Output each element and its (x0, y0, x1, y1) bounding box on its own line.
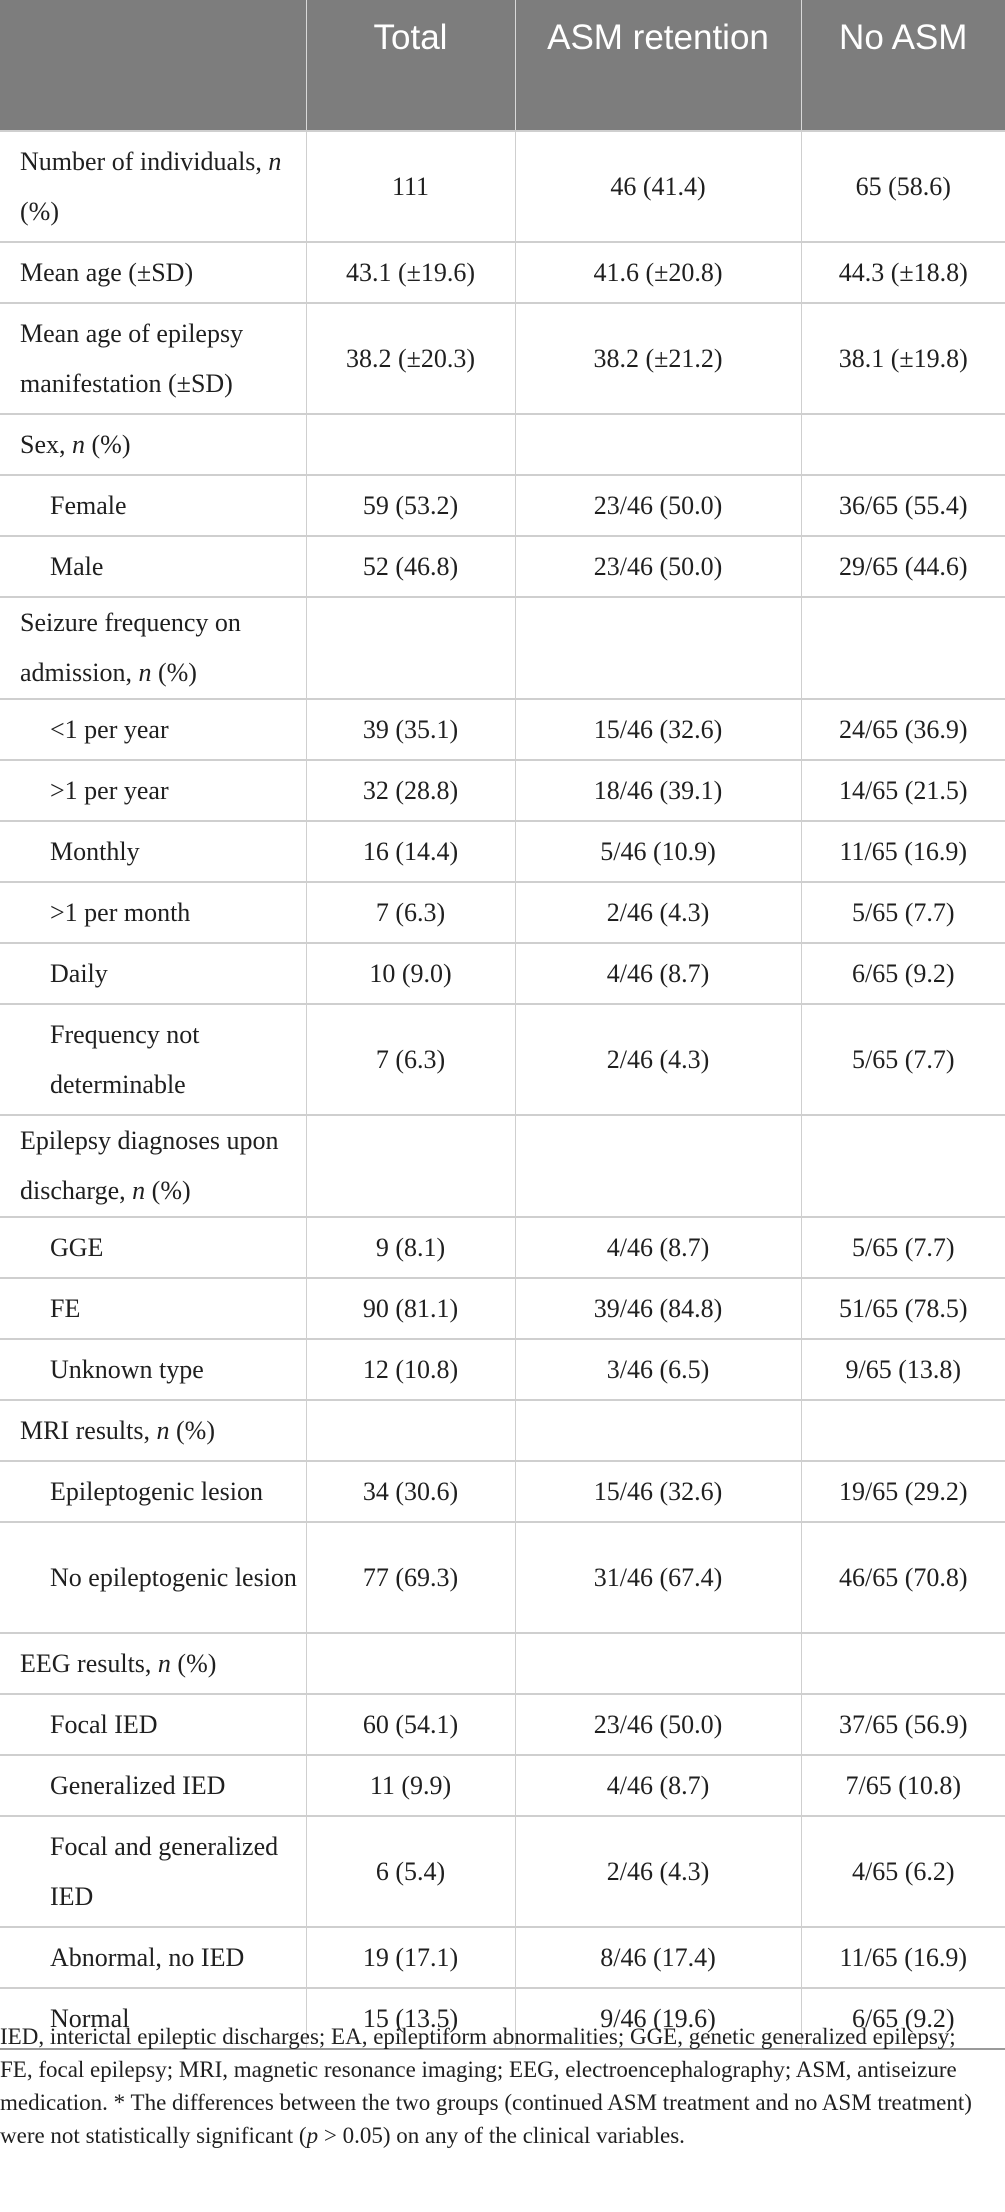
cell-asm-retention: 23/46 (50.0) (515, 1694, 801, 1755)
cell-asm-retention: 46 (41.4) (515, 131, 801, 242)
table-row (0, 1816, 1005, 1927)
table-row (0, 1755, 1005, 1816)
cell-no-asm: 46/65 (70.8) (801, 1522, 1005, 1633)
cell-total: 19 (17.1) (306, 1927, 515, 1988)
cell-total: 15 (13.5) (306, 1988, 515, 2049)
cell-asm-retention: 4/46 (8.7) (515, 1755, 801, 1816)
table-row (0, 1278, 1005, 1339)
cell-total: 32 (28.8) (306, 760, 515, 821)
table-header-row (0, 0, 1005, 131)
cell-no-asm: 38.1 (±19.8) (801, 303, 1005, 414)
section-label-text: EEG results, (20, 1648, 158, 1678)
cell-total: 7 (6.3) (306, 882, 515, 943)
cell-total: 6 (5.4) (306, 1816, 515, 1927)
section-label-suffix: (%) (170, 1648, 217, 1678)
cell-total: 12 (10.8) (306, 1339, 515, 1400)
cell-no-asm (801, 414, 1005, 475)
cell-no-asm: 4/65 (6.2) (801, 1816, 1005, 1927)
section-row-eeg-results (0, 1633, 1005, 1694)
table-row (0, 943, 1005, 1004)
table-row (0, 131, 1005, 242)
section-label-suffix: (%) (145, 1176, 191, 1205)
cell-total: 16 (14.4) (306, 821, 515, 882)
cell-total: 11 (9.9) (306, 1755, 515, 1816)
table-row (0, 699, 1005, 760)
row-label: Focal and generalized IED (0, 1816, 306, 1927)
cell-asm-retention (515, 1633, 801, 1694)
cell-asm-retention: 5/46 (10.9) (515, 821, 801, 882)
row-label: Daily (0, 943, 306, 1004)
cell-asm-retention: 39/46 (84.8) (515, 1278, 801, 1339)
table-row (0, 1339, 1005, 1400)
section-label-text: MRI results, (20, 1415, 157, 1445)
row-label: Generalized IED (0, 1755, 306, 1816)
row-label: No epileptogenic lesion (0, 1522, 306, 1633)
cell-asm-retention: 4/46 (8.7) (515, 943, 801, 1004)
section-label-text: Sex, (20, 429, 72, 459)
cell-asm-retention: 31/46 (67.4) (515, 1522, 801, 1633)
table-row (0, 821, 1005, 882)
cell-asm-retention: 2/46 (4.3) (515, 1816, 801, 1927)
row-label: <1 per year (0, 699, 306, 760)
table-row (0, 882, 1005, 943)
cell-no-asm (801, 597, 1005, 699)
cell-total: 9 (8.1) (306, 1217, 515, 1278)
cell-total: 10 (9.0) (306, 943, 515, 1004)
section-row-seizure-frequency (0, 597, 1005, 699)
cell-no-asm: 7/65 (10.8) (801, 1755, 1005, 1816)
cell-total: 7 (6.3) (306, 1004, 515, 1115)
cell-asm-retention: 23/46 (50.0) (515, 536, 801, 597)
row-label: Normal (0, 1988, 306, 2049)
section-label-n: n (72, 429, 85, 459)
section-label-suffix: (%) (169, 1415, 215, 1445)
section-label-text: Seizure frequency on admission, (20, 608, 241, 687)
table-row (0, 475, 1005, 536)
table-row (0, 1522, 1005, 1633)
section-label (0, 597, 306, 699)
cell-asm-retention: 4/46 (8.7) (515, 1217, 801, 1278)
cell-no-asm: 5/65 (7.7) (801, 1217, 1005, 1278)
row-label: GGE (0, 1217, 306, 1278)
row-label-n: n (268, 146, 282, 176)
row-label: Epileptogenic lesion (0, 1461, 306, 1522)
row-label: Mean age (±SD) (0, 242, 306, 303)
cell-asm-retention: 23/46 (50.0) (515, 475, 801, 536)
table-row (0, 303, 1005, 414)
cell-no-asm: 19/65 (29.2) (801, 1461, 1005, 1522)
cell-asm-retention: 38.2 (±21.2) (515, 303, 801, 414)
row-label: Female (0, 475, 306, 536)
section-label-suffix: (%) (85, 429, 131, 459)
cell-no-asm: 44.3 (±18.8) (801, 242, 1005, 303)
cell-asm-retention: 2/46 (4.3) (515, 1004, 801, 1115)
cell-no-asm: 14/65 (21.5) (801, 760, 1005, 821)
row-label: Unknown type (0, 1339, 306, 1400)
footnote-p: p (306, 2123, 319, 2148)
row-label: Monthly (0, 821, 306, 882)
cell-total: 77 (69.3) (306, 1522, 515, 1633)
row-label: FE (0, 1278, 306, 1339)
table-row (0, 1461, 1005, 1522)
section-label (0, 1115, 306, 1217)
cell-asm-retention: 9/46 (19.6) (515, 1988, 801, 2049)
cell-asm-retention (515, 597, 801, 699)
cell-no-asm: 65 (58.6) (801, 131, 1005, 242)
table-row (0, 1694, 1005, 1755)
cell-asm-retention: 18/46 (39.1) (515, 760, 801, 821)
row-label: >1 per month (0, 882, 306, 943)
cell-no-asm (801, 1633, 1005, 1694)
cell-total: 90 (81.1) (306, 1278, 515, 1339)
footnote-text-end: > 0.05) on any of the clinical variables. (318, 2123, 685, 2148)
cell-total: 43.1 (±19.6) (306, 242, 515, 303)
section-row-sex (0, 414, 1005, 475)
section-label-n: n (156, 1415, 170, 1445)
cell-no-asm: 6/65 (9.2) (801, 943, 1005, 1004)
row-label: Frequency not determinable (0, 1004, 306, 1115)
row-label: Mean age of epilepsy manifestation (±SD) (0, 303, 306, 414)
section-label-n: n (138, 658, 152, 687)
table-row (0, 536, 1005, 597)
cell-total: 52 (46.8) (306, 536, 515, 597)
row-label: Focal IED (0, 1694, 306, 1755)
cell-asm-retention (515, 414, 801, 475)
row-label: >1 per year (0, 760, 306, 821)
cell-total: 39 (35.1) (306, 699, 515, 760)
cell-total (306, 1115, 515, 1217)
cell-no-asm: 11/65 (16.9) (801, 1927, 1005, 1988)
header-asm-retention: ASM retention (515, 0, 801, 131)
cell-total: 38.2 (±20.3) (306, 303, 515, 414)
section-row-epilepsy-diagnoses (0, 1115, 1005, 1217)
row-label-suffix: (%) (20, 196, 59, 226)
cell-no-asm: 36/65 (55.4) (801, 475, 1005, 536)
table-row (0, 1927, 1005, 1988)
cell-no-asm: 29/65 (44.6) (801, 536, 1005, 597)
cell-total: 59 (53.2) (306, 475, 515, 536)
cell-asm-retention: 15/46 (32.6) (515, 699, 801, 760)
cell-total (306, 597, 515, 699)
section-label-text: Epilepsy diagnoses upon discharge, (20, 1126, 279, 1205)
cell-total: 111 (306, 131, 515, 242)
header-no-asm: No ASM (801, 0, 1005, 131)
cell-no-asm: 6/65 (9.2) (801, 1988, 1005, 2049)
section-label-suffix: (%) (151, 658, 197, 687)
cell-total: 34 (30.6) (306, 1461, 515, 1522)
section-label (0, 1400, 306, 1461)
cell-total (306, 1633, 515, 1694)
section-row-mri-results (0, 1400, 1005, 1461)
cell-total (306, 1400, 515, 1461)
cell-no-asm (801, 1115, 1005, 1217)
header-total: Total (306, 0, 515, 131)
cell-asm-retention: 41.6 (±20.8) (515, 242, 801, 303)
cell-no-asm: 24/65 (36.9) (801, 699, 1005, 760)
cell-asm-retention: 3/46 (6.5) (515, 1339, 801, 1400)
row-label-text: Number of individuals, (20, 146, 269, 176)
table-row (0, 1217, 1005, 1278)
cell-no-asm: 11/65 (16.9) (801, 821, 1005, 882)
cell-asm-retention: 8/46 (17.4) (515, 1927, 801, 1988)
section-label (0, 414, 306, 475)
cell-no-asm: 5/65 (7.7) (801, 1004, 1005, 1115)
section-label-n: n (157, 1648, 171, 1678)
cell-total: 60 (54.1) (306, 1694, 515, 1755)
footnote-text: IED, interictal epileptic discharges; EA, epileptiform abnormalities; GGE, genetic generalized epilepsy; FE, focal epilepsy; MRI, magnetic resonance imaging; EEG, electroencephalography; ASM, antiseizure medication. * The differences between the two groups (continued ASM treatment and no ASM treatment) were not statistically significant ( (0, 2024, 972, 2148)
table-row (0, 242, 1005, 303)
cell-asm-retention: 2/46 (4.3) (515, 882, 801, 943)
cell-no-asm: 51/65 (78.5) (801, 1278, 1005, 1339)
cell-no-asm (801, 1400, 1005, 1461)
cell-no-asm: 9/65 (13.8) (801, 1339, 1005, 1400)
cell-asm-retention (515, 1115, 801, 1217)
cell-no-asm: 5/65 (7.7) (801, 882, 1005, 943)
cell-asm-retention: 15/46 (32.6) (515, 1461, 801, 1522)
row-label (0, 131, 306, 242)
cell-total (306, 414, 515, 475)
row-label: Male (0, 536, 306, 597)
section-label (0, 1633, 306, 1694)
table-footnote (0, 2020, 990, 2152)
row-label: Abnormal, no IED (0, 1927, 306, 1988)
table-row (0, 760, 1005, 821)
cell-no-asm: 37/65 (56.9) (801, 1694, 1005, 1755)
cell-asm-retention (515, 1400, 801, 1461)
header-blank (0, 0, 306, 131)
table-row (0, 1004, 1005, 1115)
section-label-n: n (132, 1176, 146, 1205)
